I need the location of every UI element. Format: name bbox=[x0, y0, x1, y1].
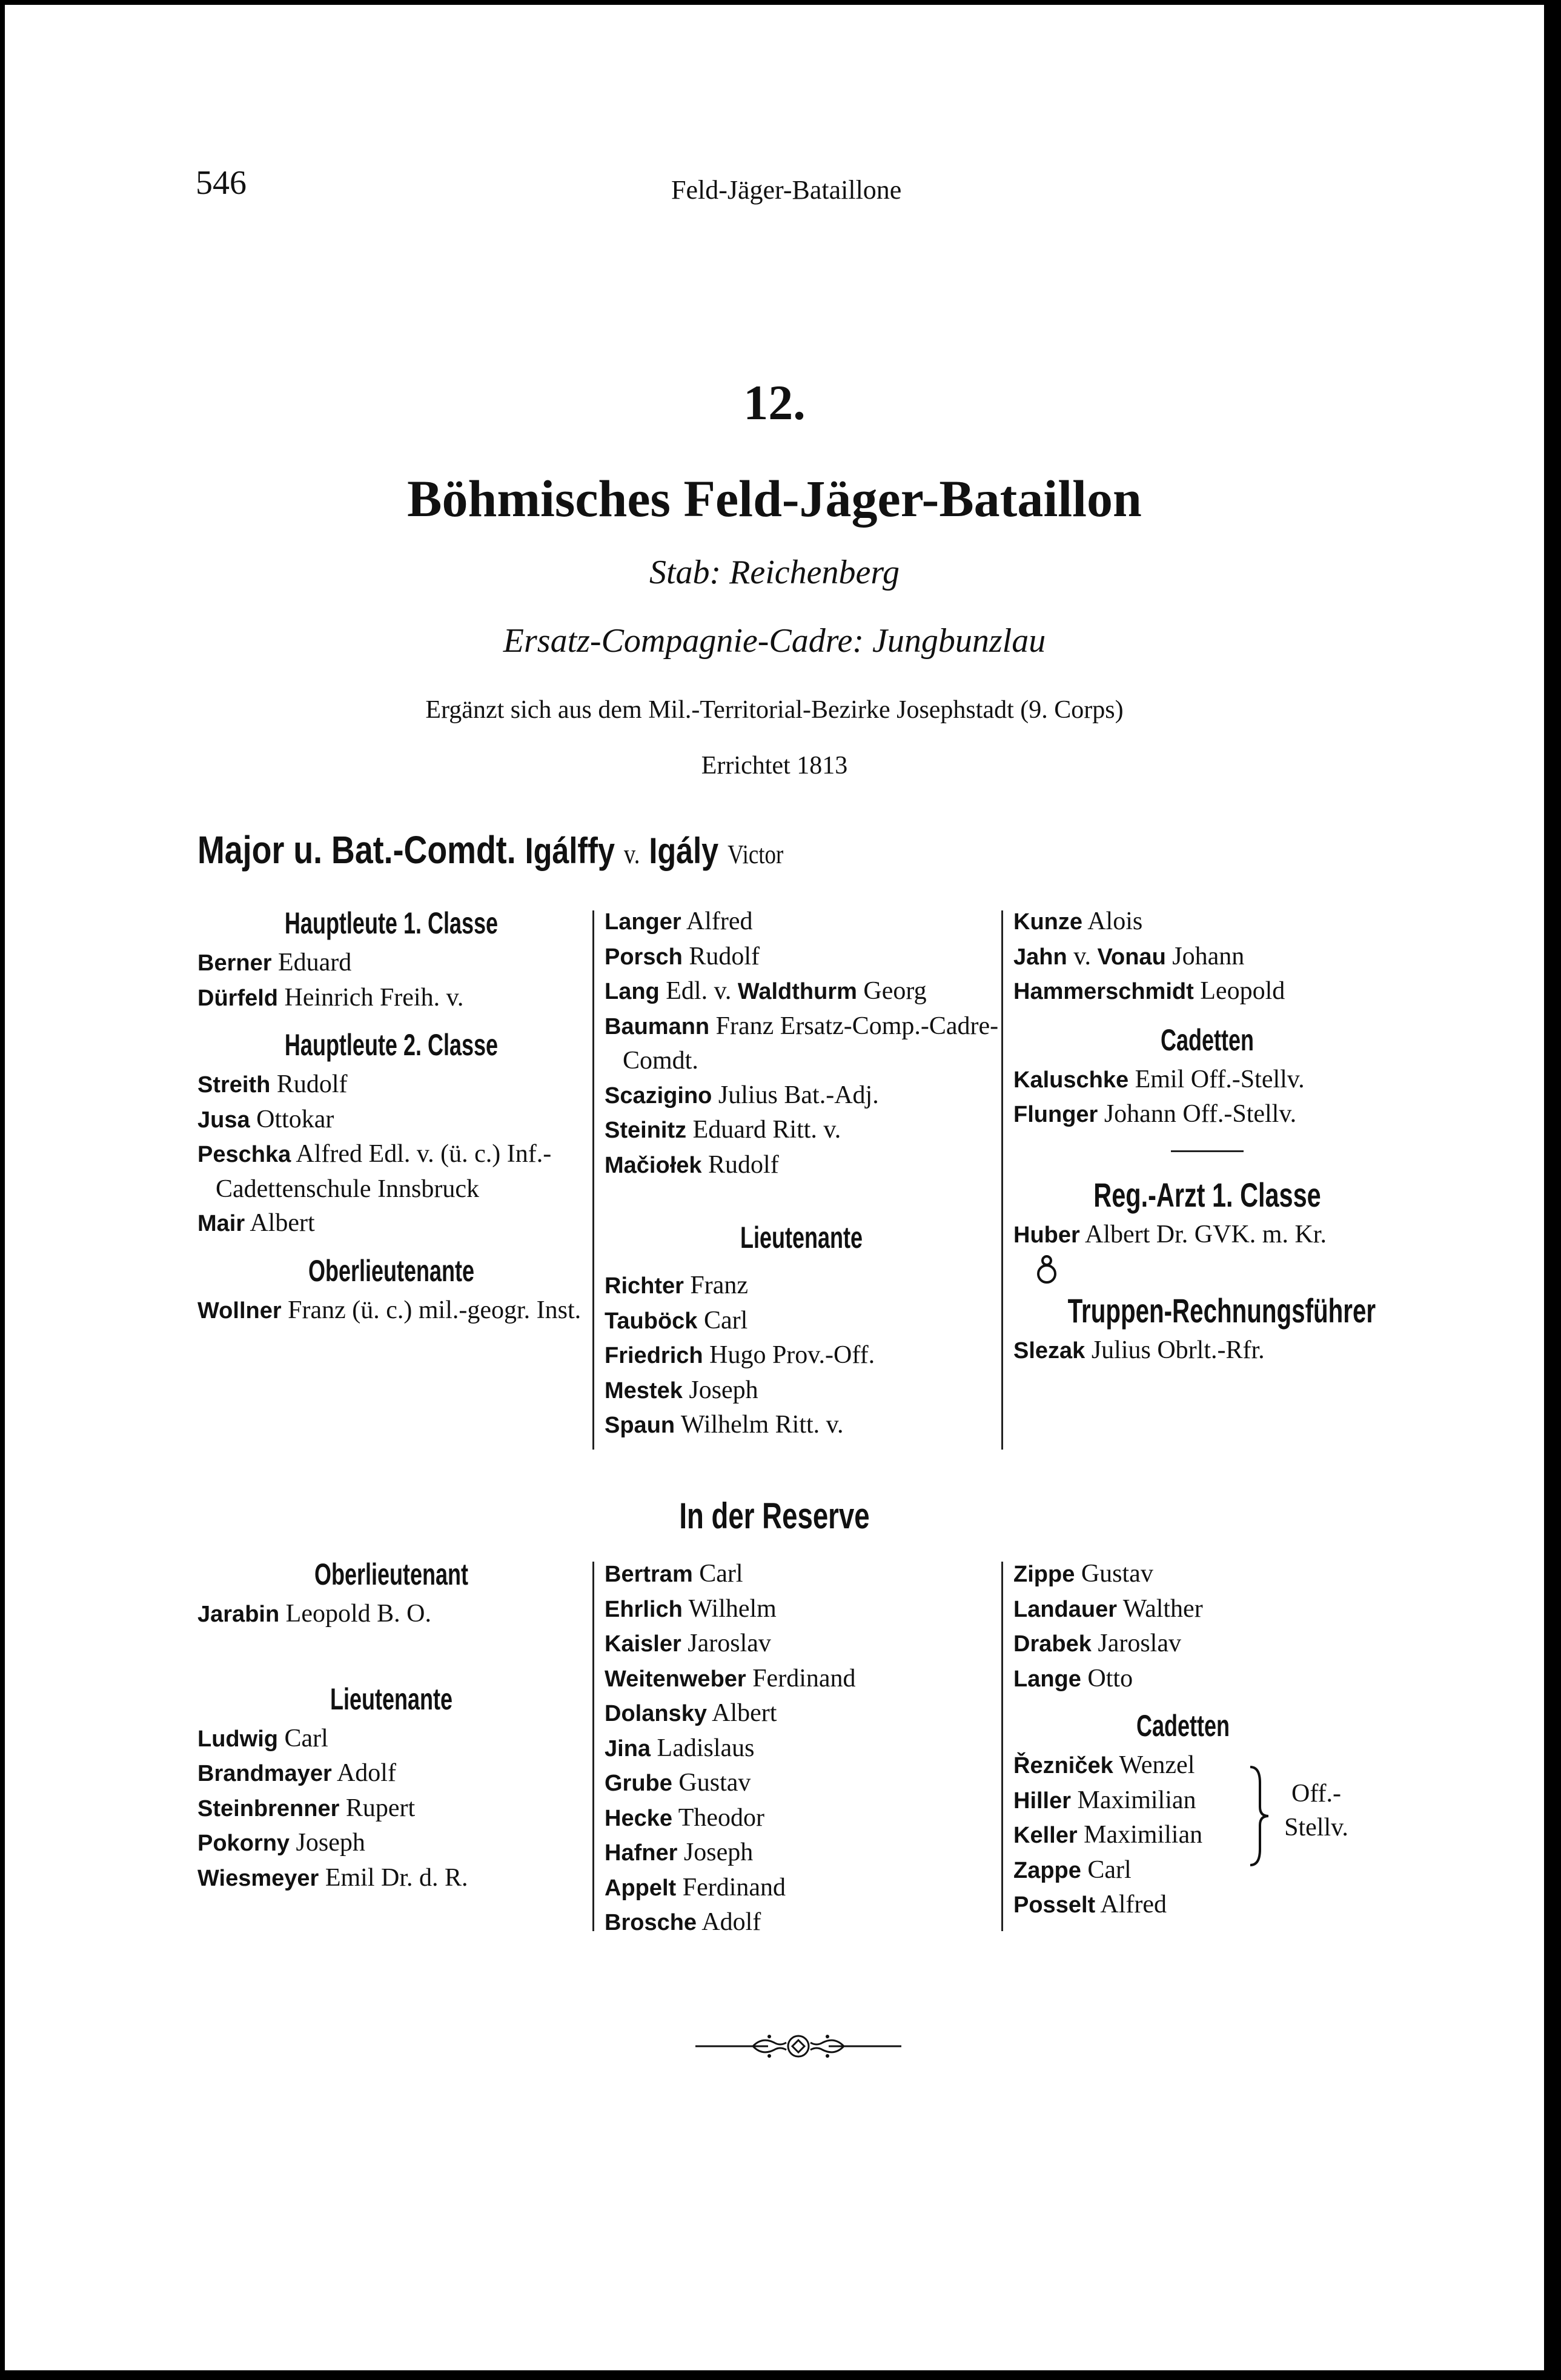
staff-location: Stab: Reichenberg bbox=[649, 554, 900, 591]
document-page bbox=[5, 5, 1544, 2370]
column-divider bbox=[592, 910, 594, 1450]
list-item: Weitenweber Ferdinand bbox=[605, 1664, 856, 1692]
list-item: Berner Eduard bbox=[197, 949, 352, 976]
list-item: Pokorny Joseph bbox=[197, 1829, 365, 1857]
list-item: Posselt Alfred bbox=[1013, 1891, 1167, 1918]
list-item: Keller Maximilian bbox=[1013, 1821, 1203, 1849]
list-item: Slezak Julius Obrlt.-Rfr. bbox=[1013, 1336, 1265, 1364]
commander-line bbox=[197, 827, 783, 872]
active-column-1 bbox=[197, 904, 585, 1328]
list-item: Bertram Carl bbox=[605, 1560, 743, 1588]
list-item: Streith Rudolf bbox=[197, 1070, 348, 1098]
list-item: Zippe Gustav bbox=[1013, 1560, 1153, 1588]
list-item: Zappe Carl bbox=[1013, 1855, 1132, 1884]
list-item: Brandmayer Adolf bbox=[197, 1759, 396, 1787]
brace-icon bbox=[1247, 1765, 1271, 1871]
reserve-heading: In der Reserve bbox=[679, 1496, 870, 1536]
list-item: Wiesmeyer Emil Dr. d. R. bbox=[197, 1863, 468, 1892]
list-item: Dürfeld Heinrich Freih. v. bbox=[197, 983, 464, 1012]
brace-label: Off.-Stellv. bbox=[1284, 1780, 1348, 1841]
list-item: Grube Gustav bbox=[605, 1769, 751, 1797]
unit-title: Böhmisches Feld-Jäger-Bataillon bbox=[407, 469, 1142, 528]
ersatz-cadre: Ersatz-Compagnie-Cadre: Jungbunzlau bbox=[503, 622, 1046, 660]
commander-first-name: Victor bbox=[727, 840, 784, 869]
active-column-3 bbox=[1013, 904, 1401, 1368]
list-item: Brosche Adolf bbox=[605, 1908, 761, 1936]
section-heading: Cadetten bbox=[1136, 1709, 1230, 1743]
list-item: Hammerschmidt Leopold bbox=[1013, 977, 1285, 1005]
reserve-column-1 bbox=[197, 1556, 585, 1895]
commander-surname-a: Igálffy bbox=[525, 830, 615, 871]
list-item: Huber Albert Dr. GVK. m. Kr. bbox=[1013, 1220, 1327, 1248]
commander-surname-b: Igály bbox=[649, 830, 719, 871]
list-item: Scazigino Julius Bat.-Adj. bbox=[605, 1081, 879, 1109]
decoration-icon bbox=[1013, 1252, 1401, 1286]
commander-rank: Major u. Bat.-Comdt. bbox=[197, 828, 516, 872]
list-item: Hafner Joseph bbox=[605, 1838, 754, 1866]
recruitment-district: Ergänzt sich aus dem Mil.-Territorial-Bezirke Josephstadt (9. Corps) bbox=[425, 696, 1124, 724]
section-heading: Reg.-Arzt 1. Classe bbox=[1093, 1175, 1321, 1214]
section-heading: Oberlieutenante bbox=[308, 1253, 475, 1288]
list-item: Friedrich Hugo Prov.-Off. bbox=[605, 1341, 875, 1369]
section-heading: Lieutenante bbox=[330, 1682, 453, 1716]
page-number: 546 bbox=[196, 164, 247, 202]
short-rule bbox=[1171, 1150, 1244, 1152]
reserve-column-2 bbox=[605, 1557, 998, 1940]
list-item: Ludwig Carl bbox=[197, 1724, 328, 1752]
column-divider bbox=[1001, 1562, 1003, 1931]
list-item: Langer Alfred bbox=[605, 907, 753, 935]
column-divider bbox=[1001, 910, 1003, 1450]
section-heading: Hauptleute 2. Classe bbox=[284, 1028, 499, 1062]
list-item: Landauer Walther bbox=[1013, 1594, 1203, 1623]
list-item: Dolansky Albert bbox=[605, 1699, 777, 1727]
section-heading: Truppen-Rechnungsführer bbox=[1067, 1291, 1376, 1330]
reserve-column-3 bbox=[1013, 1557, 1401, 1923]
list-item: Kunze Alois bbox=[1013, 907, 1143, 935]
list-item: Jusa Ottokar bbox=[197, 1105, 334, 1133]
section-heading: Oberlieutenant bbox=[314, 1557, 469, 1591]
list-item: Tauböck Carl bbox=[605, 1306, 748, 1334]
list-item: Jina Ladislaus bbox=[605, 1734, 755, 1762]
list-item: Steinitz Eduard Ritt. v. bbox=[605, 1116, 841, 1144]
section-heading: Lieutenante bbox=[740, 1221, 863, 1255]
list-item: Mestek Joseph bbox=[605, 1376, 758, 1404]
list-item: Spaun Wilhelm Ritt. v. bbox=[605, 1411, 844, 1439]
list-item: Baumann Franz Ersatz-Comp.-Cadre-Comdt. bbox=[605, 1012, 999, 1075]
list-item: Ehrlich Wilhelm bbox=[605, 1594, 777, 1623]
list-item: Peschka Alfred Edl. v. (ü. c.) Inf.-Cadettenschule Innsbruck bbox=[197, 1140, 552, 1203]
list-item: Porsch Rudolf bbox=[605, 942, 760, 970]
list-item: Mair Albert bbox=[197, 1209, 315, 1237]
list-item: Hiller Maximilian bbox=[1013, 1786, 1196, 1814]
list-item: Hecke Theodor bbox=[605, 1803, 765, 1832]
section-heading: Cadetten bbox=[1160, 1023, 1254, 1057]
list-item: Richter Franz bbox=[605, 1271, 749, 1299]
section-heading: Hauptleute 1. Classe bbox=[284, 906, 499, 940]
list-item: Kaluschke Emil Off.-Stellv. bbox=[1013, 1065, 1305, 1093]
unit-number: 12. bbox=[743, 375, 806, 430]
ornament-icon bbox=[695, 2028, 901, 2067]
list-item: Lang Edl. v. Waldthurm Georg bbox=[605, 977, 927, 1005]
commander-particle: v. bbox=[623, 838, 640, 869]
list-item: Drabek Jaroslav bbox=[1013, 1629, 1181, 1657]
established: Errichtet 1813 bbox=[701, 752, 848, 780]
list-item: Appelt Ferdinand bbox=[605, 1873, 786, 1901]
list-item: Řezniček Wenzel bbox=[1013, 1751, 1195, 1779]
list-item: Mačiołek Rudolf bbox=[605, 1150, 779, 1179]
running-title: Feld-Jäger-Bataillone bbox=[671, 175, 902, 205]
list-item: Wollner Franz (ü. c.) mil.-geogr. Inst. bbox=[197, 1296, 582, 1324]
list-item: Jarabin Leopold B. O. bbox=[197, 1600, 431, 1628]
list-item: Kaisler Jaroslav bbox=[605, 1629, 771, 1657]
column-divider bbox=[592, 1562, 594, 1931]
list-item: Steinbrenner Rupert bbox=[197, 1794, 416, 1822]
list-item: Flunger Johann Off.-Stellv. bbox=[1013, 1100, 1297, 1128]
list-item: Lange Otto bbox=[1013, 1664, 1133, 1692]
active-column-2 bbox=[605, 904, 998, 1443]
list-item: Jahn v. Vonau Johann bbox=[1013, 942, 1245, 970]
